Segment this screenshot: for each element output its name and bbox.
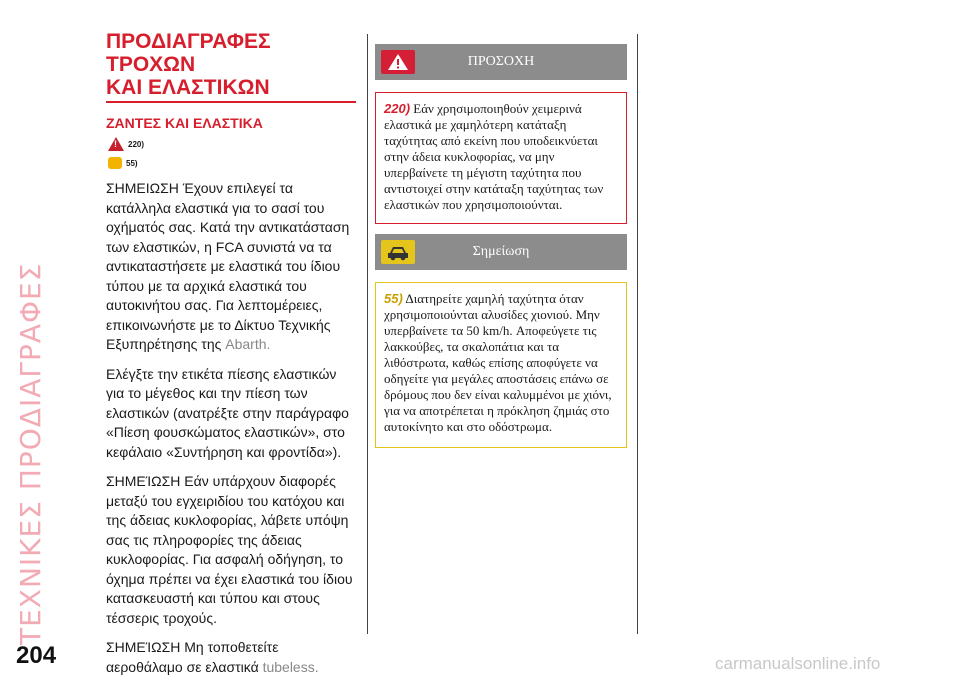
- page-title: [106, 30, 356, 99]
- paragraph-tubeless-note-text: ΣΗΜΕΊΩΣΗ Μη τοποθετείτε αεροθάλαμο σε ελαστικά: [106, 639, 279, 675]
- paragraph-tyre-recommendation: [106, 179, 356, 355]
- note-box-ref: 55): [384, 291, 403, 306]
- note-header: [375, 234, 627, 270]
- side-section-title: ΤΕΧΝΙΚΕΣ ΠΡΟΔΙΑΓΡΑΦΕΣ: [14, 262, 47, 645]
- paragraph-tyre-pressure: Ελέγξτε την ετικέτα πίεσης ελαστικών για το μέγεθος και την πίεση των ελαστικών (ανατρέξτε στην παράγραφο «Πίεση φουσκώματος ελαστικών», στο κεφάλαιο «Συντήρηση και φροντίδα»).: [106, 365, 349, 460]
- car-note-icon: [108, 157, 122, 169]
- warning-triangle-icon: [108, 137, 124, 151]
- warning-box: [375, 92, 627, 224]
- section-subtitle: ΖΑΝΤΕΣ ΚΑΙ ΕΛΑΣΤΙΚΑ: [106, 115, 263, 131]
- warning-box-ref: 220): [384, 101, 411, 116]
- warning-reference-number: 220): [128, 139, 145, 149]
- brand-name: Abarth.: [225, 336, 271, 352]
- paragraph-tyre-recommendation-text: ΣΗΜΕΙΩΣΗ Έχουν επιλεγεί τα κατάλληλα ελαστικά για το σασί του οχήματός σας. Κατά την αντικατάσταση των ελαστικών, η FCA συνιστά να τα αντικαταστήσετε με ελαστικά του ίδιου τύπου με τα αρχικά ελαστικά του αυτοκινήτου σας. Για λεπτομέρειες, επικοινωνήστε με το Δίκτυο Τεχνικής Εξυπηρέτησης της: [106, 180, 350, 352]
- page-number: 204: [16, 642, 57, 669]
- left-column: [106, 30, 356, 677]
- paragraph-registration-note: ΣΗΜΕΊΩΣΗ Εάν υπάρχουν διαφορές μεταξύ του εγχειριδίου του κατόχου και της άδειας κυκλοφορίας, λάβετε υπόψη σας τις πληροφορίες της άδειας κυκλοφορίας. Για ασφαλή οδήγηση, το όχημα πρέπει να έχει ελαστικά του ίδιου κατασκευαστή και τύπου και στους τέσσερις τροχούς.: [106, 473, 353, 626]
- warning-triangle-icon: [387, 53, 409, 71]
- note-reference[interactable]: [108, 157, 356, 169]
- paragraph-tubeless-note: [106, 638, 356, 677]
- column-divider-right: [637, 34, 638, 634]
- right-column: [375, 44, 627, 448]
- warning-header: [375, 44, 627, 80]
- watermark: carmanualsonline.info: [715, 654, 881, 673]
- page-title-line-2: ΚΑΙ ΕΛΑΣΤΙΚΩΝ: [106, 76, 270, 99]
- tubeless-term: tubeless.: [262, 658, 319, 675]
- car-note-icon: [386, 243, 410, 261]
- note-reference-number: 55): [126, 158, 138, 168]
- warning-badge: [381, 50, 415, 74]
- warning-header-label: ΠΡΟΣΟΧΗ: [467, 54, 535, 69]
- note-badge: [381, 240, 415, 264]
- warning-box-text: Εάν χρησιμοποιηθούν χειμερινά ελαστικά με χαμηλότερη κατάταξη ταχύτητας από εκείνη που υποδεικνύεται στην άδεια κυκλοφορίας, να μην υπερβαίνετε τη μέγιστη ταχύτητα που αντιστοιχεί στην κατάταξη ταχύτητας των ελαστικών που χρησιμοποιούνται.: [384, 101, 604, 212]
- note-header-label: Σημείωση: [472, 244, 530, 259]
- column-divider-left: [367, 34, 368, 634]
- page-title-line-1: ΠΡΟΔΙΑΓΡΑΦΕΣ ΤΡΟΧΩΝ: [106, 30, 271, 76]
- note-box-text: Διατηρείτε χαμηλή ταχύτητα όταν χρησιμοποιούνται αλυσίδες χιονιού. Μην υπερβαίνετε τα 50 km/h. Αποφεύγετε τις λακκούβες, τα σκαλοπάτια και τα λιθόστρωτα, καθώς επίσης αποφύγετε να οδηγείτε για μεγάλες αποστάσεις επάνω σε δρόμους που δεν είναι καλυμμένοι με χιόνι, για να αποτρέπεται η πρόκληση ζημιάς στο αυτοκίνητο και στο οδόστρωμα.: [384, 291, 612, 434]
- title-underline: [106, 101, 356, 103]
- warning-reference[interactable]: [108, 137, 356, 151]
- note-box: [375, 282, 627, 448]
